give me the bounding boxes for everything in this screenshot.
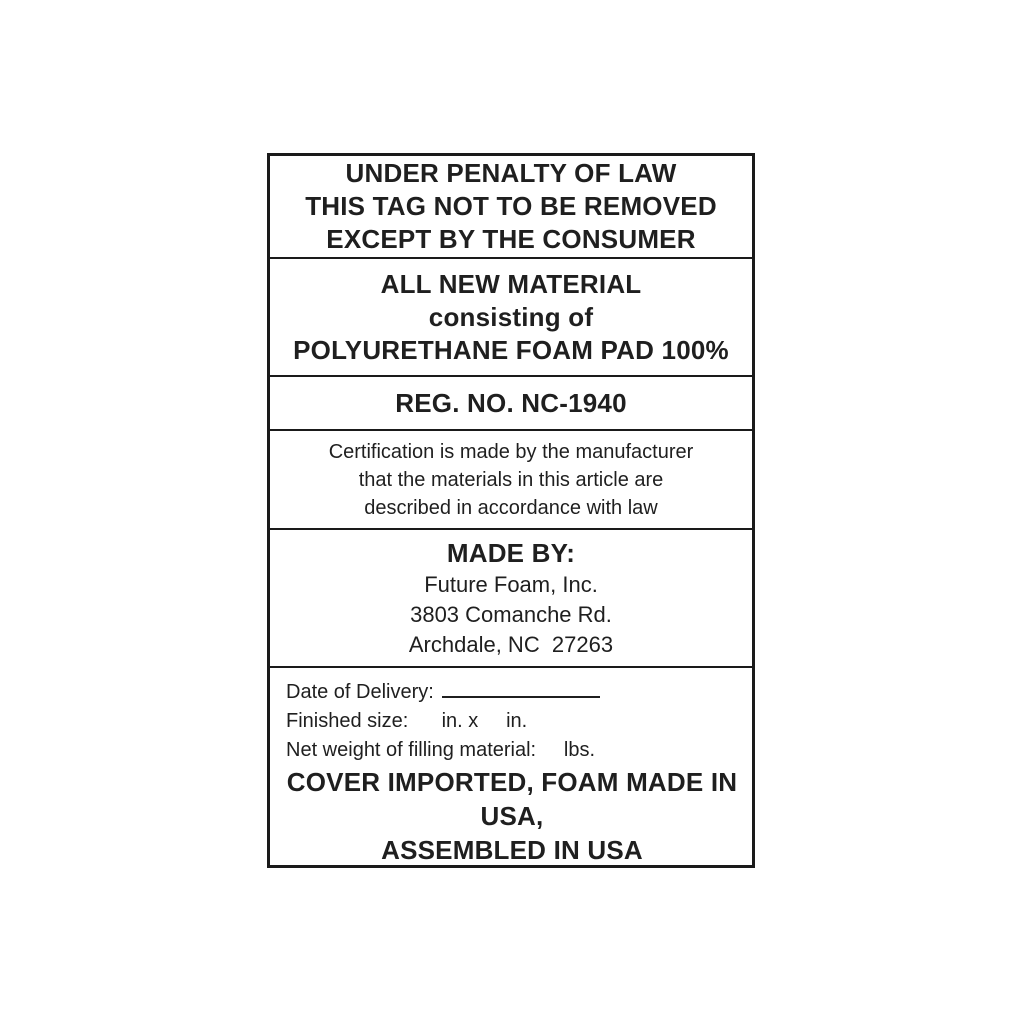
material-line: ALL NEW MATERIAL (380, 268, 642, 299)
origin-line: COVER IMPORTED, FOAM MADE IN USA, (286, 767, 738, 831)
certification-line: described in accordance with law (364, 496, 658, 519)
date-of-delivery-line (286, 678, 738, 707)
manufacturer-name: Future Foam, Inc. (424, 571, 598, 597)
manufacturer-city-state-zip: Archdale, NC 27263 (408, 631, 614, 657)
origin-line: ASSEMBLED IN USA (381, 835, 643, 865)
material-line: consisting of (428, 301, 594, 332)
certification-section (270, 431, 752, 530)
manufacturer-street: 3803 Comanche Rd. (410, 601, 612, 627)
registration-section (270, 377, 752, 431)
certification-line: that the materials in this article are (358, 468, 664, 491)
origin-block (286, 765, 738, 867)
penalty-line: UNDER PENALTY OF LAW (345, 158, 677, 188)
material-line: POLYURETHANE FOAM PAD 100% (293, 334, 729, 365)
penalty-line: EXCEPT BY THE CONSUMER (326, 224, 696, 254)
finished-size-line: Finished size: in. x in. (286, 710, 528, 732)
law-label-tag (267, 153, 755, 868)
penalty-line: THIS TAG NOT TO BE REMOVED (305, 191, 717, 221)
made-by-heading: MADE BY: (446, 537, 576, 568)
penalty-section (270, 156, 752, 259)
registration-number: REG. NO. NC-1940 (395, 387, 627, 418)
net-weight-line: Net weight of filling material: lbs. (286, 739, 596, 761)
date-of-delivery-label: Date of Delivery: (286, 681, 434, 703)
details-section (270, 668, 752, 865)
certification-line: Certification is made by the manufacturer (328, 440, 694, 463)
date-of-delivery-blank (442, 678, 600, 698)
material-section (270, 259, 752, 377)
made-by-section (270, 530, 752, 668)
